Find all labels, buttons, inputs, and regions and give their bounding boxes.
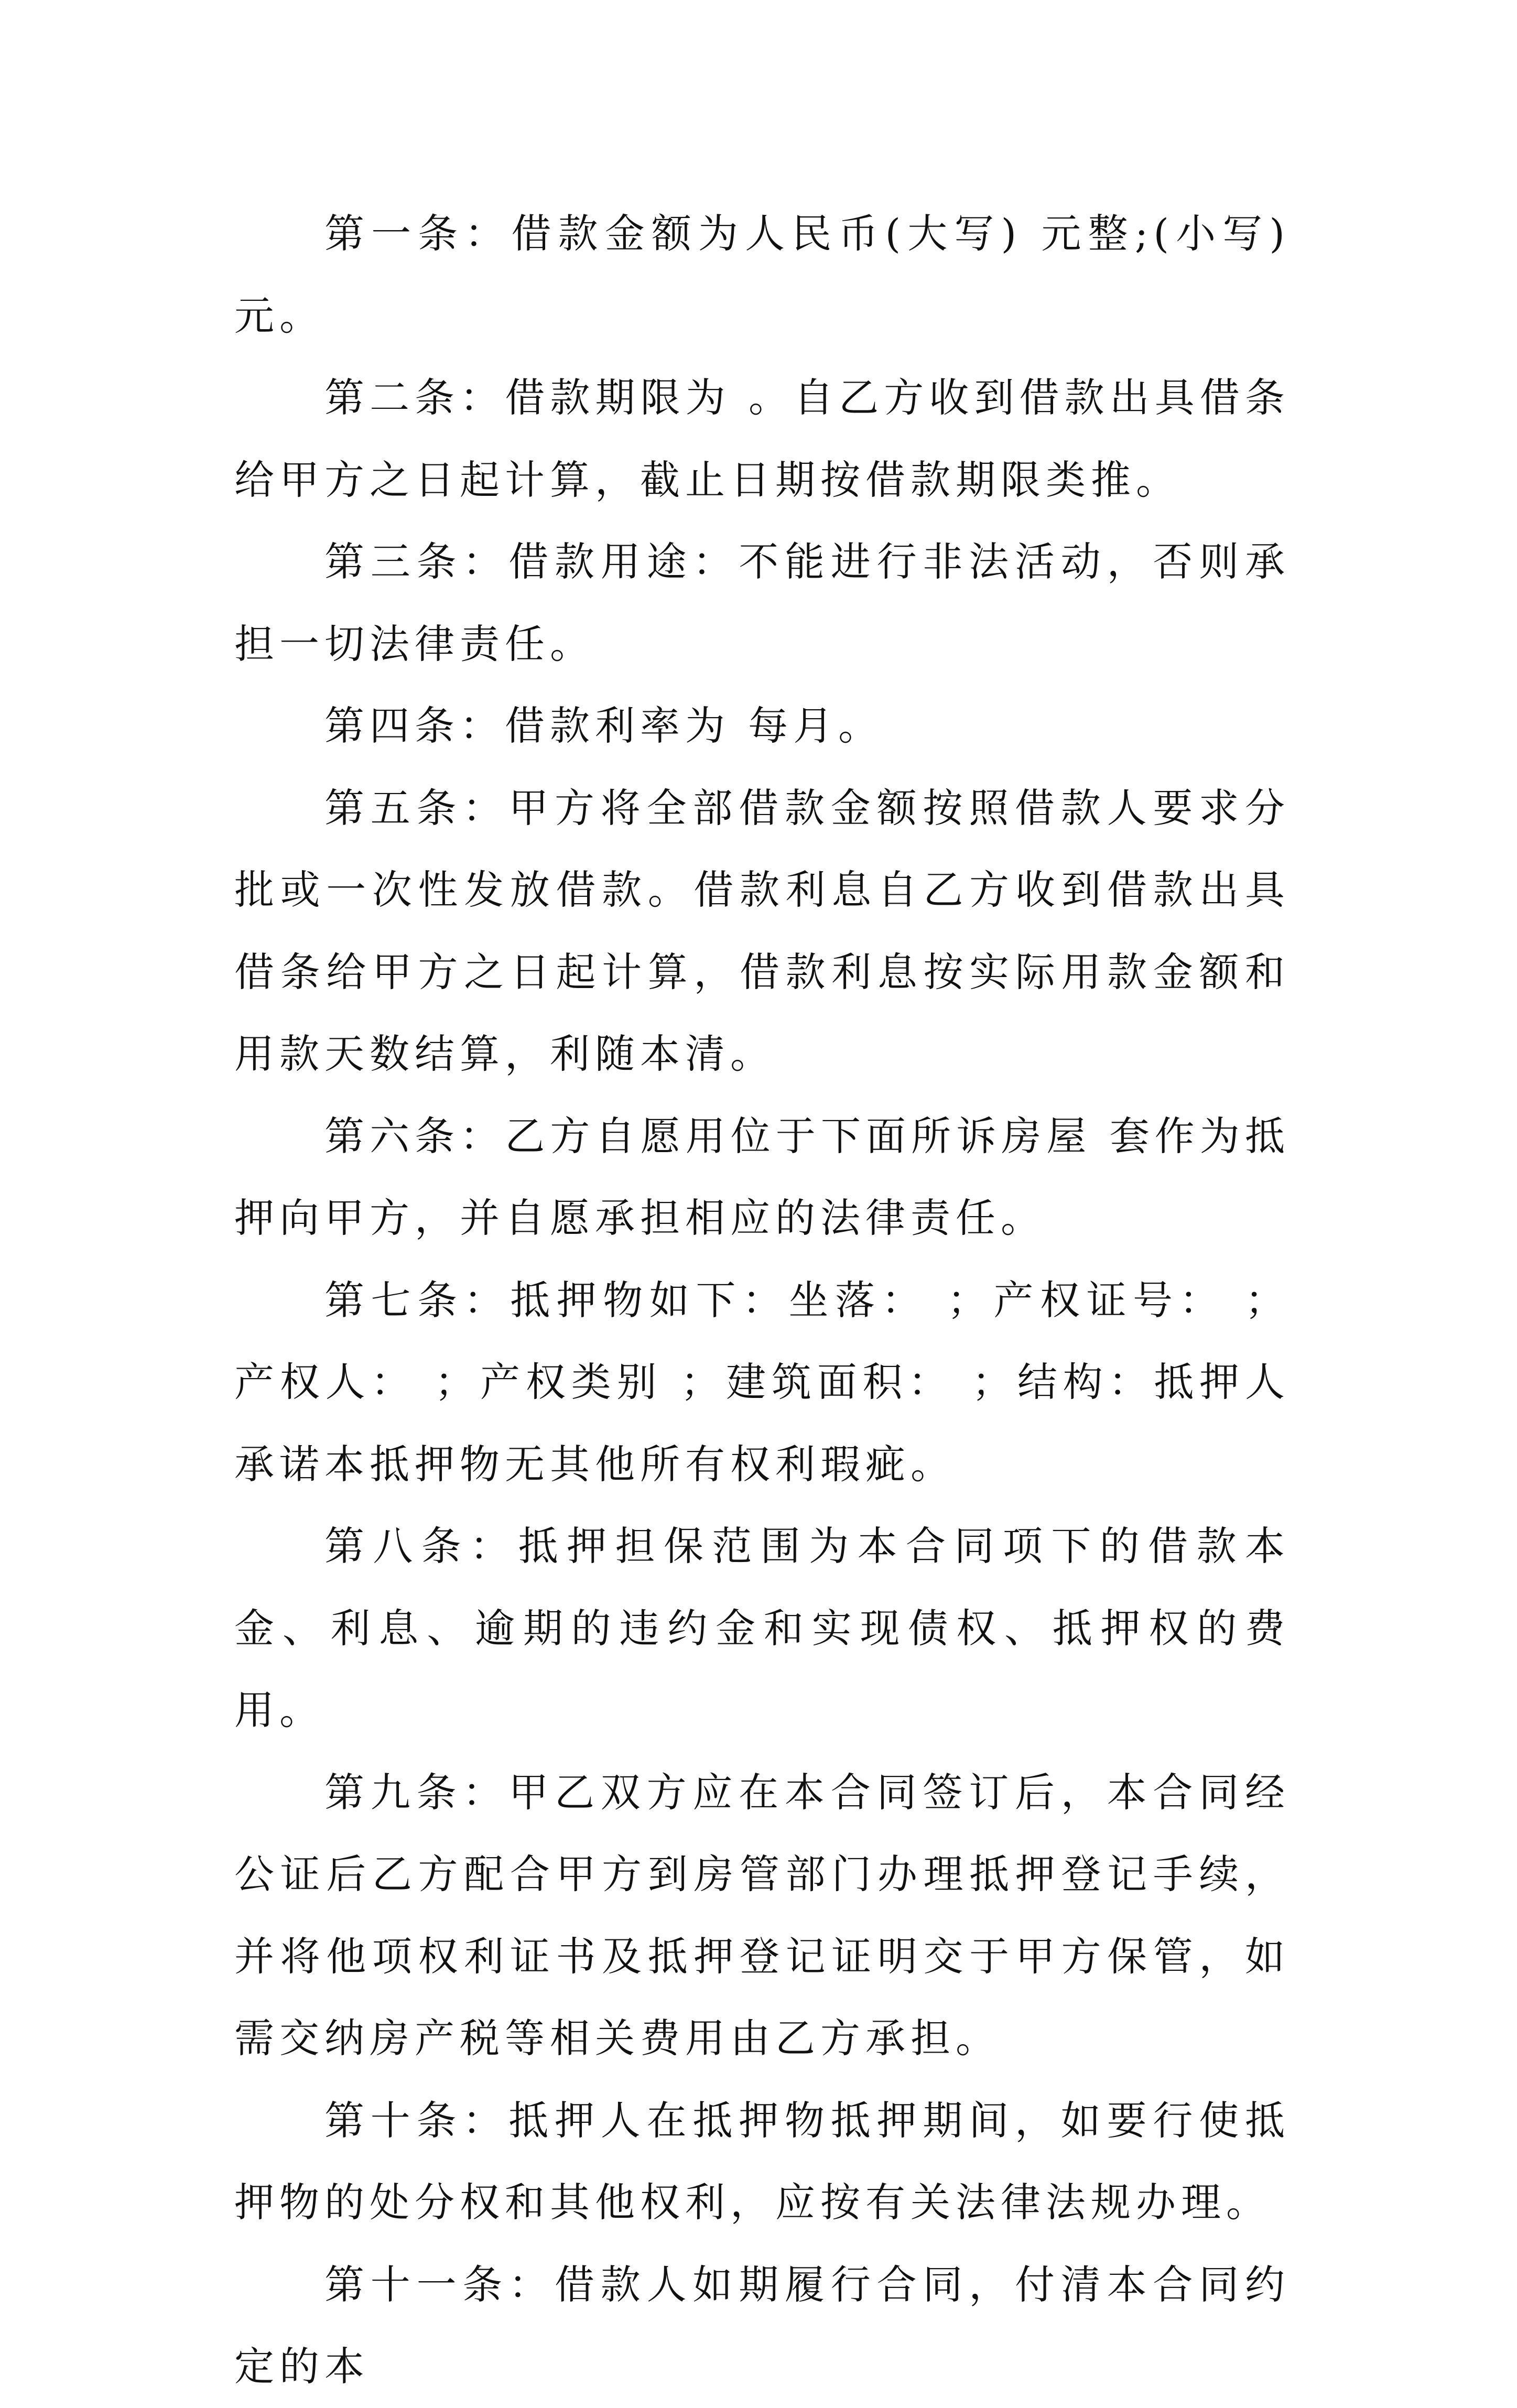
clause-4: 第四条：借款利率为 每月。 <box>324 702 884 749</box>
clause-10: 第十条：抵押人在抵押物抵押期间，如要行使抵押物的处分权和其他权利，应按有关法律法规办理。 <box>234 2097 1290 2226</box>
clause-9: 第九条：甲乙双方应在本合同签订后，本合同经公证后乙方配合甲方到房管部门办理抵押登记手续，并将他项权利证书及抵押登记证明交于甲方保管，如需交纳房产税等相关费用由乙方承担。 <box>234 1769 1290 2062</box>
clause-8: 第八条：抵押担保范围为本合同项下的借款本金、利息、逾期的违约金和实现债权、抵押权的费用。 <box>234 1523 1290 1733</box>
clause-3: 第三条：借款用途：不能进行非法活动，否则承担一切法律责任。 <box>234 538 1290 667</box>
clause-11: 第十一条：借款人如期履行合同，付清本合同约定的本 <box>234 2261 1290 2390</box>
clause-2: 第二条：借款期限为 。自乙方收到借款出具借条给甲方之日起计算，截止日期按借款期限类推。 <box>234 374 1290 503</box>
clause-1: 第一条：借款金额为人民币(大写) 元整;(小写) 元。 <box>234 210 1290 339</box>
contract-body <box>234 193 1290 2408</box>
clause-7: 第七条：抵押物如下：坐落： ；产权证号： ；产权人： ；产权类别 ；建筑面积： ；结构：抵押人承诺本抵押物无其他所有权利瑕疵。 <box>234 1276 1290 1488</box>
clause-5: 第五条：甲方将全部借款金额按照借款人要求分批或一次性发放借款。借款利息自乙方收到借款出具借条给甲方之日起计算，借款利息按实际用款金额和用款天数结算，利随本清。 <box>234 784 1290 1077</box>
clause-6: 第六条：乙方自愿用位于下面所诉房屋 套作为抵押向甲方，并自愿承担相应的法律责任。 <box>234 1112 1290 1241</box>
